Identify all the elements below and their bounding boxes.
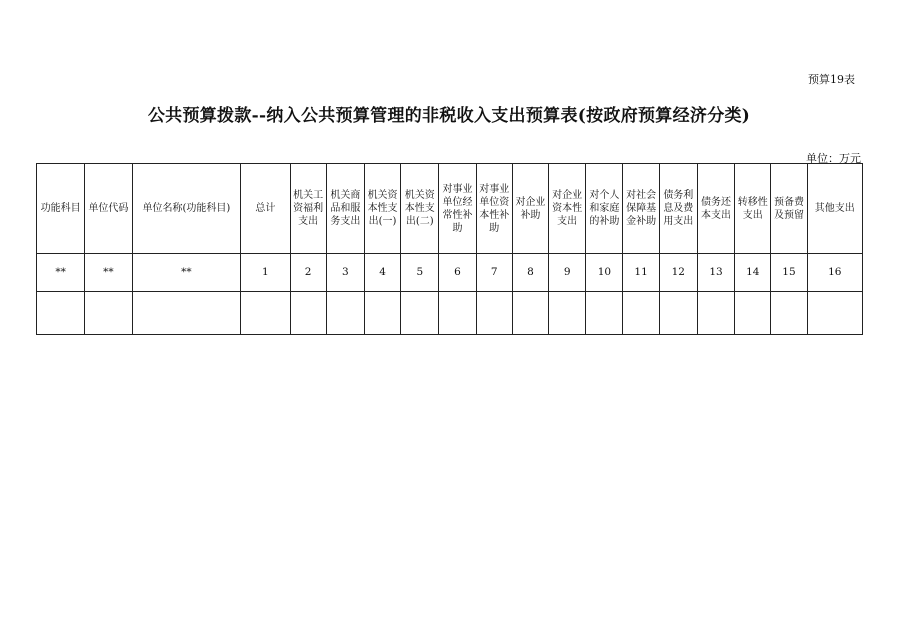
data-cell: [549, 292, 586, 335]
unit-label: 单位：万元: [806, 152, 861, 165]
data-cell: [132, 292, 241, 335]
data-cell: [85, 292, 132, 335]
header-cell: 总计: [241, 164, 290, 254]
code-cell: 1: [241, 254, 290, 292]
header-cell: 对个人和家庭的补助: [586, 164, 623, 254]
header-cell: 债务利息及费用支出: [659, 164, 697, 254]
code-cell: **: [85, 254, 132, 292]
header-cell: 其他支出: [807, 164, 862, 254]
code-cell: 15: [771, 254, 807, 292]
data-cell: [512, 292, 548, 335]
header-cell: 对企业资本性支出: [549, 164, 586, 254]
code-cell: **: [132, 254, 241, 292]
table-number: 预算19表: [808, 73, 855, 86]
code-cell: 14: [735, 254, 771, 292]
code-cell: 3: [326, 254, 364, 292]
data-cell: [586, 292, 623, 335]
data-cell: [735, 292, 771, 335]
header-row: [37, 164, 863, 254]
data-cell: [623, 292, 659, 335]
header-cell: 机关资本性支出(二): [401, 164, 439, 254]
code-cell: 11: [623, 254, 659, 292]
header-cell: 对企业补助: [512, 164, 548, 254]
code-cell: 10: [586, 254, 623, 292]
page-title: 公共预算拨款--纳入公共预算管理的非税收入支出预算表(按政府预算经济分类): [147, 106, 751, 126]
data-cell: [401, 292, 439, 335]
data-cell: [290, 292, 326, 335]
code-cell: 6: [439, 254, 476, 292]
header-cell: 预备费及预留: [771, 164, 807, 254]
table-row: [37, 292, 863, 335]
code-cell: 8: [512, 254, 548, 292]
header-cell: 对社会保障基金补助: [623, 164, 659, 254]
header-cell: 机关资本性支出(一): [364, 164, 400, 254]
header-cell: 对事业单位经常性补助: [439, 164, 476, 254]
data-cell: [364, 292, 400, 335]
data-cell: [37, 292, 85, 335]
code-cell: 12: [659, 254, 697, 292]
code-cell: 5: [401, 254, 439, 292]
data-cell: [439, 292, 476, 335]
data-cell: [659, 292, 697, 335]
budget-table: [36, 163, 863, 335]
header-cell: 单位代码: [85, 164, 132, 254]
header-cell: 债务还本支出: [697, 164, 734, 254]
code-cell: 4: [364, 254, 400, 292]
data-cell: [326, 292, 364, 335]
header-cell: 机关商品和服务支出: [326, 164, 364, 254]
header-cell: 对事业单位资本性补助: [476, 164, 512, 254]
code-cell: 2: [290, 254, 326, 292]
data-cell: [476, 292, 512, 335]
code-cell: 16: [807, 254, 862, 292]
data-cell: [771, 292, 807, 335]
header-cell: 功能科目: [37, 164, 85, 254]
data-cell: [697, 292, 734, 335]
code-cell: 13: [697, 254, 734, 292]
code-cell: 7: [476, 254, 512, 292]
header-cell: 机关工资福利支出: [290, 164, 326, 254]
data-cell: [241, 292, 290, 335]
data-cell: [807, 292, 862, 335]
code-cell: 9: [549, 254, 586, 292]
header-cell: 转移性支出: [735, 164, 771, 254]
code-cell: **: [37, 254, 85, 292]
table-row: [37, 254, 863, 292]
header-cell: 单位名称(功能科目): [132, 164, 241, 254]
